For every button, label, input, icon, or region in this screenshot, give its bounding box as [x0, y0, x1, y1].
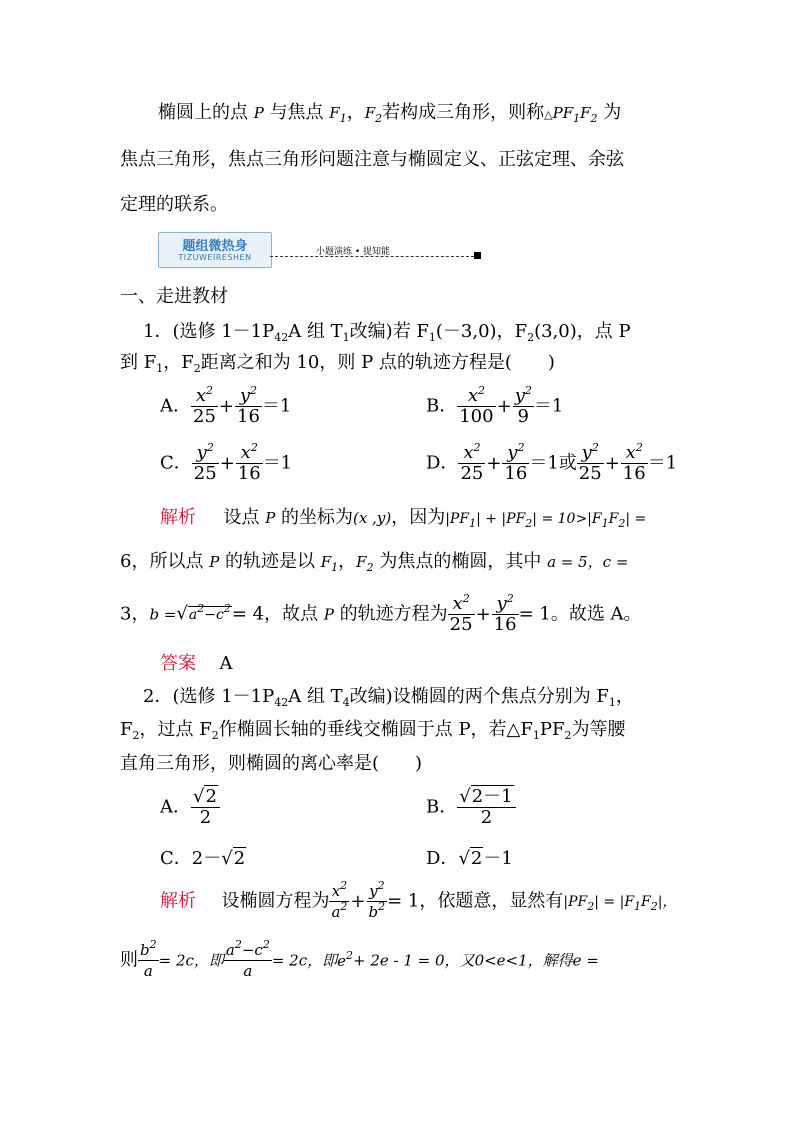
q2-option-b[interactable]: B． $\frac{√2-1}{2}$ [426, 787, 516, 828]
banner-title: 题组微热身 [182, 239, 248, 254]
q1-option-a[interactable]: A． $\frac{x^2}{25}$ + $\frac{y^2}{16}$ ＝1 [160, 384, 292, 427]
q1-stem-line-1: 1．(选修 $1-1P_{42}A$ 组 $T_1$改编)若 $F_1(-3,0)$，$F_2(3,0)$，点 P [143, 321, 631, 344]
q2-stem-line-1: 2．(选修 $1-1P_{42}A$ 组 $T_4$改编)设椭圆的两个焦点分别为 $F_1$， [143, 686, 634, 709]
q1-analysis-line-2: 6，所以点 P 的轨迹是以 $F_1$，$F_2$ 为焦点的椭圆，其中 a = 5，c = [120, 551, 629, 574]
section-banner [158, 232, 272, 268]
banner-caption: 小题演练 • 提知能 [316, 247, 391, 257]
section-heading: 一、走进教材 [120, 286, 228, 307]
q2-stem-line-2: $F_2$，过点 $F_2$作椭圆长轴的垂线交椭圆于点 P，若$\triangle F_1PF_2$为等腰 [120, 719, 626, 742]
q2-option-a[interactable]: A． $\frac{√2}{2}$ [160, 787, 220, 828]
q1-answer: 答案 A [160, 653, 233, 674]
q2-option-c[interactable]: C．2－√2 [160, 848, 246, 869]
banner-subtitle: TIZUWEIRESHEN [178, 253, 252, 262]
q2-stem-line-3: 直角三角形，则椭圆的离心率是( ) [120, 753, 423, 774]
intro-line-1: 椭圆上的点 P 与焦点 $F_1$，$F_2$若构成三角形，则称$\triangle PF_1F_2$ 为 [158, 102, 622, 125]
q1-stem-line-2: 到 $F_1$，$F_2$距离之和为 10，则 P 点的轨迹方程是( ) [120, 352, 555, 375]
intro-line-2: 焦点三角形，焦点三角形问题注意与椭圆定义、正弦定理、余弦 [120, 149, 624, 170]
analysis-label: 解析 [160, 890, 196, 912]
answer-label: 答案 [160, 653, 196, 674]
q1-analysis-line-1: 解析 设点 P 的坐标为(x ,y)，因为$|PF_1| + |PF_2| = 10>|F_1F_2|$ = [160, 507, 647, 530]
banner-end-square [474, 252, 481, 259]
q1-analysis-line-3: 3，$b =√a^2-c^2= 4$，故点 P 的轨迹方程为 $\frac{x^2}{25}$ + $\frac{y^2}{16}$ = 1。故选 A。 [120, 592, 642, 635]
q1-option-b[interactable]: B． $\frac{x^2}{100}$ + $\frac{y^2}{9}$ ＝1 [426, 384, 564, 427]
q2-analysis-line-1: 解析 设椭圆方程为 $\frac{x^2}{a^2}$ + $\frac{y^2}{b^2}$ = 1，依题意，显然有$|PF_2| = |F_1F_2|$， [160, 879, 677, 921]
q2-analysis-line-2: 则 $\frac{b^2}{a}$ = 2c，即 $\frac{a^2-c^2}{a}$ = 2c，即$e^2+ 2e - 1 = 0$，又0<e<1，解得e = [120, 938, 599, 980]
q2-option-d[interactable]: D．√2－1 [426, 848, 513, 869]
analysis-label: 解析 [160, 507, 196, 528]
q1-option-c[interactable]: C． $\frac{y^2}{25}$ + $\frac{x^2}{16}$ ＝1 [160, 441, 293, 484]
intro-line-3: 定理的联系。 [120, 194, 228, 215]
q1-option-d[interactable]: D． $\frac{x^2}{25}$ + $\frac{y^2}{16}$ ＝1或 $\frac{y^2}{25}$ + $\frac{x^2}{16}$ ＝1 [426, 441, 678, 484]
